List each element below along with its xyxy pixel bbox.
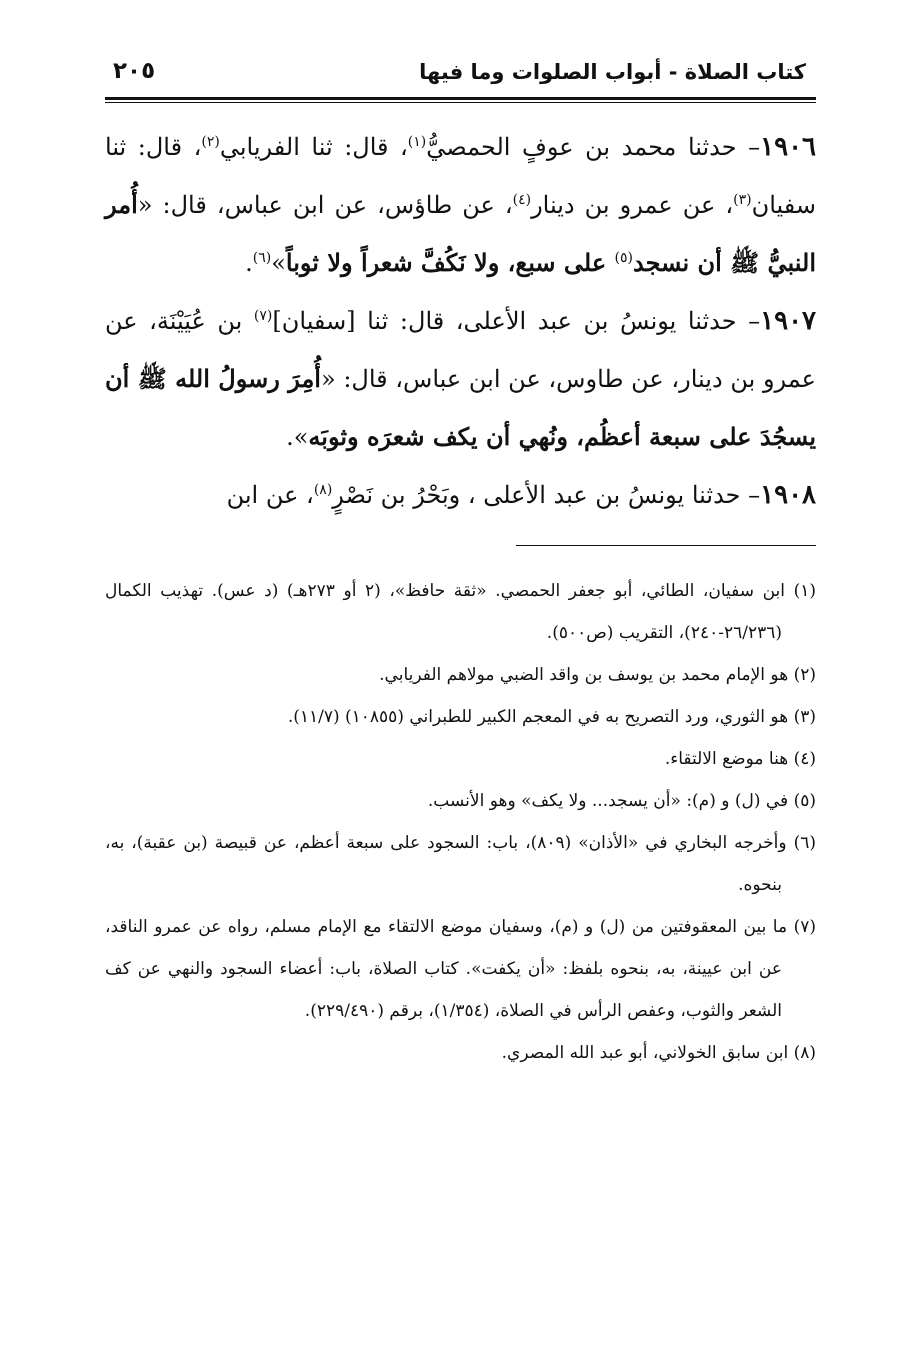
footnote-ref: (١) — [407, 134, 427, 150]
hadith-number: ١٩٠٧ — [760, 306, 817, 336]
hadith-text: » — [271, 249, 286, 277]
footnote-ref: (٧) — [253, 308, 273, 324]
hadith-number: ١٩٠٨ — [760, 480, 816, 510]
hadith-number: ١٩٠٦ — [760, 132, 817, 162]
footnote: (١) ابن سفيان، الطائي، أبو جعفر الحمصي. «ثقة حافظ»، (٢ أو ٢٧٣هـ) (د عس). تهذيب الكمال (٢٦/٢٣٦-٢٤٠)، التقريب (ص٥٠٠). — [105, 581, 816, 643]
hadith-text: ، عن ابن — [226, 481, 314, 509]
hadith-paragraph — [105, 118, 816, 292]
footnote-ref: (٥) — [614, 250, 633, 266]
footnote: (٦) وأخرجه البخاري في «الأذان» (٨٠٩)، باب: السجود على سبعة أعظم، عن قبيصة (بن عقبة)، به، بنحوه. — [105, 833, 816, 895]
footnote-ref: (٣) — [733, 192, 752, 208]
footnote: (٨) ابن سابق الخولاني، أبو عبد الله المصري. — [501, 1043, 816, 1063]
hadith-text: – حدثنا يونسُ بن عبد الأعلى ، وبَحْرُ بن نَصْرٍ — [332, 481, 761, 509]
footnote: (٧) ما بين المعقوفتين من (ل) و (م)، وسفيان موضع الالتقاء مع الإمام مسلم، رواه عن عمرو الناقد، عن ابن عيينة، به، بنحوه بلفظ: «أن يكفت». كتاب الصلاة، باب: أعضاء السجود والنهي عن كف الشعر والثوب، وعفص الرأس في الصلاة، (١/٣٥٤)، برقم (٢٢٩/٤٩٠). — [105, 917, 816, 1021]
footnotes — [105, 570, 816, 1074]
hadith-text: بن عُيَيْنَة، عن عمرو بن دينار، عن طاوس، عن ابن عباس، قال: « — [105, 307, 816, 393]
footnote: (٤) هنا موضع الالتقاء. — [664, 749, 816, 769]
footnote: (٥) في (ل) و (م): «أن يسجد... ولا يكف» وهو الأنسب. — [427, 791, 816, 811]
hadith-text: ، عن طاؤس، عن ابن عباس، قال: « — [137, 191, 513, 219]
header-rule — [105, 97, 816, 100]
page-number: ٢٠٥ — [113, 58, 156, 84]
hadith-text: ». — [286, 423, 309, 451]
header-title: كتاب الصلاة - أبواب الصلوات وما فيها — [419, 60, 806, 84]
footnote-ref: (٨) — [313, 482, 333, 498]
hadith-text: – حدثنا محمد بن عوفٍ الحمصيُّ — [426, 133, 761, 161]
footnote-ref: (٤) — [512, 192, 532, 208]
footnote-separator — [516, 545, 816, 546]
header-rule-thin — [105, 102, 816, 103]
hadith-text: ، قال: ثنا سفيان — [105, 133, 817, 219]
footnote-ref: (٦) — [252, 250, 272, 266]
hadith-paragraph — [105, 292, 816, 466]
hadith-text: ، قال: ثنا الفريابي — [219, 133, 408, 161]
hadith-matn: أُمِرَ رسولُ الله ﷺ أن يسجُدَ على سبعة أعظُم، ونُهي أن يكف شعرَه وثوبَه — [105, 364, 816, 451]
running-header — [105, 58, 816, 98]
hadith-text: ، عن عمرو بن دينار — [531, 191, 734, 219]
footnote: (٣) هو الثوري، ورد التصريح به في المعجم الكبير للطبراني (١٠٨٥٥) (١١/٧). — [287, 707, 816, 727]
footnote: (٢) هو الإمام محمد بن يوسف بن واقد الضبي مولاهم الفريابي. — [379, 665, 816, 685]
hadith-paragraph — [105, 466, 816, 524]
main-text — [105, 118, 816, 524]
footnote-ref: (٢) — [201, 134, 220, 150]
hadith-text: – حدثنا يونسُ بن عبد الأعلى، قال: ثنا [سفيان] — [272, 307, 761, 335]
hadith-matn: على سبع، ولا نَكُفَّ شعراً ولا ثوباً — [285, 248, 615, 277]
hadith-text: . — [245, 249, 253, 277]
hadith-matn: أُمر النبيُّ ﷺ أن نسجد — [105, 190, 816, 277]
